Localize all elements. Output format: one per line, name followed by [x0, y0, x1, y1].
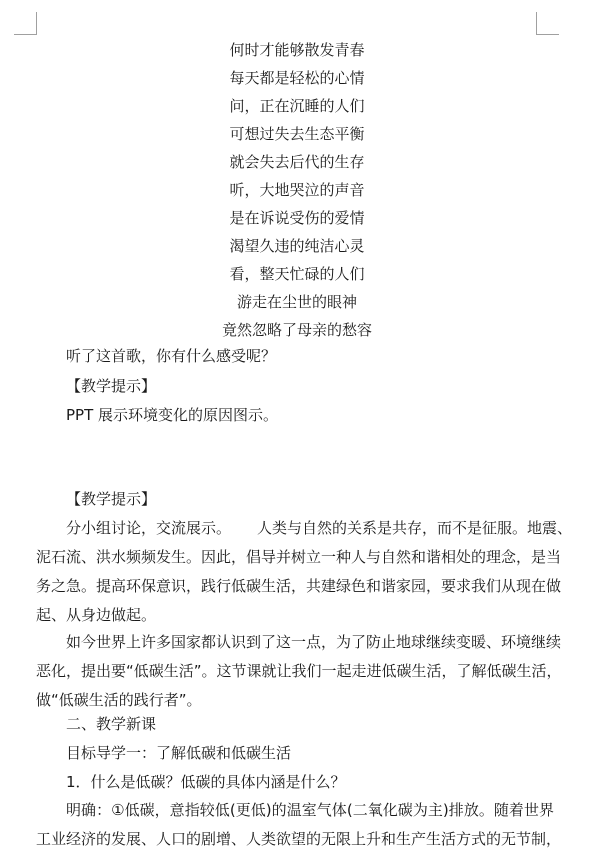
- low-carbon-intro-paragraph: [36, 628, 562, 715]
- poem-line: 问，正在沉睡的人们: [229, 97, 365, 115]
- question-line: 听了这首歌，你有什么感受呢？: [66, 347, 277, 365]
- ppt-note: PPT 展示环境变化的原因图示。: [66, 406, 279, 424]
- question-1: 1．什么是低碳？低碳的具体内涵是什么？: [66, 773, 346, 791]
- discussion-line-4: 起、从身边做起。: [36, 606, 157, 624]
- poem-line: 渴望久违的纯洁心灵: [229, 237, 365, 255]
- discussion-line-1: 分小组讨论，交流展示。 人类与自然的关系是共存，而不是征服。地震、: [66, 519, 573, 537]
- goal-heading: 目标导学一：了解低碳和低碳生活: [66, 744, 292, 762]
- answer-line-2: 工业经济的发展、人口的剧增、人类欲望的无限上升和生产生活方式的无节制，: [36, 830, 562, 848]
- poem-line: 游走在尘世的眼神: [236, 293, 357, 311]
- poem: [0, 36, 594, 344]
- intro-line-2: 恶化，提出要“低碳生活”。这节课就让我们一起走进低碳生活，了解低碳生活，: [36, 662, 562, 680]
- intro-line-1: 如今世界上许多国家都认识到了这一点，为了防止地球继续变暖、环境继续: [66, 633, 562, 651]
- poem-line: 可想过失去生态平衡: [229, 125, 365, 143]
- answer-paragraph: [36, 796, 562, 854]
- poem-line: 何时才能够散发青春: [229, 41, 365, 59]
- discussion-line-2: 泥石流、洪水频频发生。因此，倡导并树立一种人与自然和谐相处的理念，是当: [36, 548, 562, 566]
- intro-line-3: 做“低碳生活的践行者”。: [36, 691, 202, 709]
- page-corner-mark-top-right: [536, 12, 559, 35]
- answer-line-1: 明确：①低碳，意指较低(更低)的温室气体(二氧化碳为主)排放。随着世界: [66, 801, 554, 819]
- poem-line: 看，整天忙碌的人们: [229, 265, 365, 283]
- poem-line: 是在诉说受伤的爱情: [229, 209, 365, 227]
- discussion-paragraph: [36, 514, 573, 630]
- poem-line: 竟然忽略了母亲的愁容: [221, 321, 372, 339]
- discussion-line-3: 务之急。提高环保意识，践行低碳生活，共建绿色和谐家园，要求我们从现在做: [36, 577, 562, 595]
- teaching-tip-heading: 【教学提示】: [66, 377, 157, 395]
- poem-line: 听，大地哭泣的声音: [229, 181, 365, 199]
- teaching-tip-heading-2: 【教学提示】: [66, 490, 157, 508]
- poem-line: 每天都是轻松的心情: [229, 69, 365, 87]
- section-heading: 二、教学新课: [66, 715, 157, 733]
- poem-line: 就会失去后代的生存: [229, 153, 365, 171]
- page-corner-mark-top-left: [14, 12, 37, 35]
